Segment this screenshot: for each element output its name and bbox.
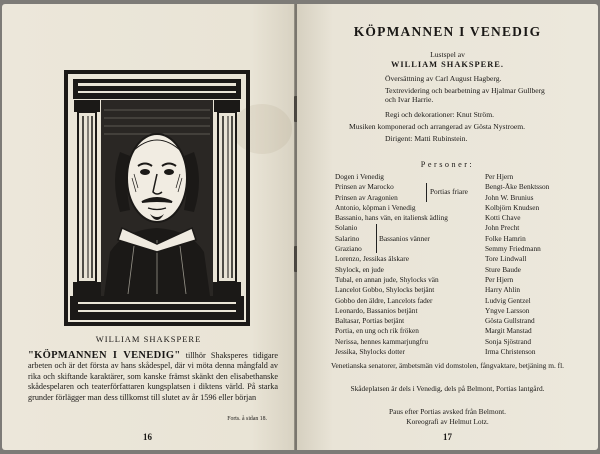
cast-actor: Tore Lindwall <box>485 254 527 264</box>
cast-actor: Semmy Friedmann <box>485 244 541 254</box>
cast-row <box>335 275 585 285</box>
cast-actor: Sture Baude <box>485 264 521 274</box>
cast-row <box>335 306 585 316</box>
cast-role: Prinsen av Aragonien <box>335 192 398 202</box>
portrait-caption: WILLIAM SHAKSPERE <box>95 334 202 344</box>
cast-row <box>335 244 585 254</box>
cast-actor: Margit Manstad <box>485 326 532 336</box>
translation-credit: Översättning av Carl August Hagberg. <box>385 74 502 83</box>
cast-row <box>335 182 585 192</box>
cast-row <box>335 347 585 357</box>
cast-row <box>335 337 585 347</box>
cast-role: Prinsen av Marocko <box>335 182 394 192</box>
intro-paragraph <box>28 351 278 403</box>
cast-role: Jessika, Shylocks dotter <box>335 347 405 357</box>
cast-row <box>335 203 585 213</box>
cast-role: Shylock, en jude <box>335 264 384 274</box>
pause-note: Paus efter Portias avsked från Belmont. <box>389 407 506 416</box>
extras-note: Venetianska senatorer, ämbetsmän vid domstolen, fångvaktare, betjäning m. fl. <box>330 361 565 370</box>
cast-row <box>335 193 585 203</box>
cast-row <box>335 265 585 275</box>
cast-role: Gobbo den äldre, Lancelots fader <box>335 295 433 305</box>
cast-row <box>335 316 585 326</box>
intro-lead: "KÖPMANNEN I VENEDIG" <box>28 350 181 361</box>
cast-role: Portia, en ung och rik fröken <box>335 326 419 336</box>
author: WILLIAM SHAKSPERE. <box>391 60 504 69</box>
cast-row <box>335 296 585 306</box>
adaptation-credit: Textrevidering och bearbetning av Hjalmar Gullberg och Ivar Harrie. <box>385 86 545 105</box>
cast-role: Leonardo, Bassanios betjänt <box>335 305 418 315</box>
friends-label: Bassanios vänner <box>379 234 430 243</box>
cast-actor: Kolbjörn Knudsen <box>485 202 540 212</box>
page-number-left: 16 <box>143 432 152 442</box>
cast-role: Bassanio, hans vän, en italiensk ädling <box>335 213 448 223</box>
intro-text: tillhör Shaksperes tidigare arbeten och är det första av hans skådespel, där vi möta denna mångfald av rika och skiftande karaktärer, som kanske främst skänkt den elisabethanske skådespelaren och teaterförfattaren kungsplatsen i diktens värld. På starka grunder förlägger man dess tillkomst till slutet av år 1596 eller början <box>28 351 278 402</box>
cast-actor: Per Hjern <box>485 274 514 284</box>
cast-actor: Bengt-Åke Benktsson <box>485 182 550 192</box>
suitors-label: Portias friare <box>430 187 468 196</box>
cast-row <box>335 223 585 233</box>
music-credit: Musiken komponerad och arrangerad av Gösta Nystroem. <box>349 122 526 131</box>
cast-list <box>335 172 585 357</box>
cast-row <box>335 326 585 336</box>
cast-actor: Kotti Chave <box>485 213 521 223</box>
cast-role: Solanio <box>335 223 358 233</box>
cast-row <box>335 213 585 223</box>
cast-role: Dogen i Venedig <box>335 172 384 181</box>
cast-actor: John W. Brunius <box>485 192 534 202</box>
cast-row <box>335 234 585 244</box>
cast-role: Nerissa, hennes kammarjungfru <box>335 336 429 346</box>
continued-note: Forts. å sidan 18. <box>227 416 267 422</box>
cast-actor: Harry Ahlin <box>485 285 521 295</box>
cast-actor: Folke Hamrin <box>485 233 526 243</box>
subtitle: Lustspel av <box>430 50 465 59</box>
cast-row <box>335 254 585 264</box>
cast-actor: Sonja Sjöstrand <box>485 336 532 346</box>
cast-role: Salarino <box>335 233 360 243</box>
setting-note: Skådeplatsen är dels i Venedig, dels på Belmont, Portias lantgård. <box>350 384 545 393</box>
cast-role: Lancelot Gobbo, Shylocks betjänt <box>335 285 435 295</box>
cast-row <box>335 285 585 295</box>
cast-role: Lorenzo, Jessikas älskare <box>335 254 409 264</box>
cast-actor: Yngve Larsson <box>485 305 530 315</box>
cast-role: Antonio, köpman i Venedig <box>335 202 416 212</box>
cast-actor: Irma Christenson <box>485 347 536 357</box>
cast-role: Graziano <box>335 244 362 254</box>
play-title: KÖPMANNEN I VENEDIG <box>353 24 542 39</box>
direction-credit: Regi och dekorationer: Knut Ström. <box>385 110 495 119</box>
cast-actor: John Precht <box>485 223 520 233</box>
choreography-credit: Koreografi av Helmut Lotz. <box>406 417 489 426</box>
cast-role: Tubal, en annan jude, Shylocks vän <box>335 274 439 284</box>
cast-actor: Gösta Gullstrand <box>485 316 535 326</box>
cast-actor: Ludvig Gentzel <box>485 295 531 305</box>
conductor-credit: Dirigent: Matti Rubinstein. <box>385 134 468 143</box>
persons-heading: Personer: <box>420 160 475 169</box>
cast-row <box>335 172 585 182</box>
cast-actor: Per Hjern <box>485 172 514 181</box>
right-page <box>297 4 598 450</box>
cast-role: Baltasar, Portias betjänt <box>335 316 405 326</box>
shakespeare-portrait-icon <box>64 70 250 326</box>
page-number-right: 17 <box>443 432 452 442</box>
left-page <box>2 4 295 450</box>
